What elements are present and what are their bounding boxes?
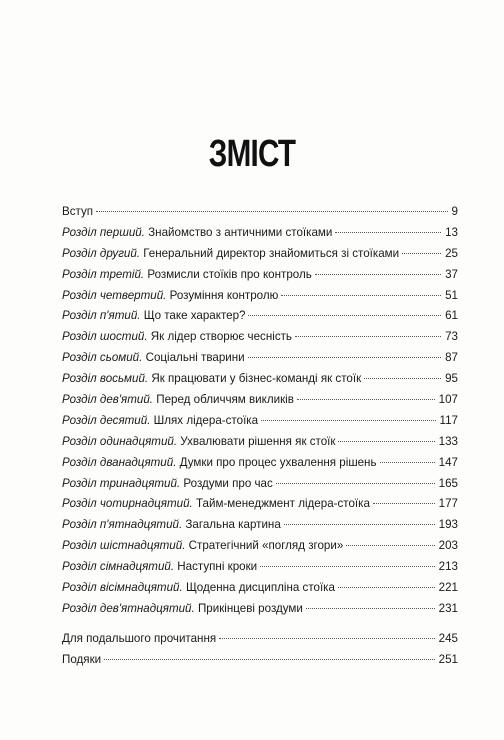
dot-leader — [335, 232, 441, 233]
toc-page-number: 107 — [438, 393, 458, 407]
toc-entry[interactable] — [62, 265, 458, 286]
toc-entry-title — [62, 629, 216, 650]
toc-page-number: 147 — [438, 455, 458, 469]
toc-chapter-number: Розділ десятий. — [62, 413, 151, 427]
toc-page-number: 251 — [438, 652, 458, 666]
toc-chapter-number: Розділ дев'ятнадцятий. — [62, 601, 195, 615]
toc-chapter-number: Розділ дванадцятий. — [62, 455, 177, 469]
toc-entry[interactable] — [62, 474, 458, 495]
toc-entry[interactable] — [62, 432, 458, 453]
dot-leader — [295, 336, 441, 337]
toc-entry-title — [62, 390, 294, 411]
toc-entry[interactable] — [62, 327, 458, 348]
dot-leader — [261, 420, 435, 421]
dot-leader — [338, 441, 434, 442]
toc-entry-title — [62, 432, 335, 453]
toc-chapter-number: Розділ вісімнадцятий. — [62, 581, 183, 595]
toc-entry-title — [62, 578, 335, 599]
toc-page-number: 203 — [438, 539, 458, 553]
toc-entry[interactable] — [62, 599, 458, 620]
toc-entry-title — [62, 286, 278, 307]
toc-chapter-name: Що таке характер? — [140, 309, 246, 323]
dot-leader — [281, 295, 441, 296]
toc-chapter-name: Ухвалювати рішення як стоїк — [177, 434, 336, 448]
page-title: ЗМІСТ — [208, 133, 296, 175]
toc-chapter-name: Для подальшого прочитання — [62, 632, 217, 645]
toc-chapter-number: Розділ одинадцятий. — [62, 434, 178, 448]
dot-leader — [380, 462, 435, 463]
dot-leader — [346, 545, 434, 546]
toc-chapter-number: Розділ шістнадцятий. — [62, 539, 186, 553]
toc-entry[interactable] — [62, 286, 458, 307]
dot-leader — [284, 524, 435, 525]
toc-page-number: 221 — [438, 581, 458, 595]
toc-entry[interactable] — [62, 244, 458, 265]
toc-entry-title — [62, 306, 245, 327]
toc-page-number: 37 — [445, 267, 458, 281]
toc-chapter-number: Розділ чотирнадцятий. — [62, 497, 193, 511]
toc-entry-title — [62, 411, 258, 432]
toc-entry-title — [62, 453, 377, 474]
toc-chapter-name: Шлях лідера-стоїка — [150, 413, 259, 427]
toc-chapter-number: Розділ сімнадцятий. — [62, 560, 175, 574]
toc-chapter-name: Наступні кроки — [174, 560, 258, 574]
toc-page-number: 133 — [438, 434, 458, 448]
toc-chapter-number: Розділ четвертий. — [62, 288, 167, 302]
toc-page-number: 117 — [439, 413, 458, 427]
toc-page-number: 95 — [445, 372, 458, 386]
toc-chapter-name: Прикінцеві роздуми — [194, 601, 303, 615]
toc-chapter-name: Як працювати у бізнес-команді як стоїк — [148, 372, 362, 386]
toc-chapter-number: Розділ шостий. — [62, 330, 148, 344]
toc-entry-title — [62, 599, 303, 620]
toc-chapter-name: Вступ — [62, 205, 94, 218]
toc-chapter-name: Розмисли стоїків про контроль — [144, 267, 312, 281]
toc-entry-title — [62, 223, 332, 244]
toc-entry-title — [62, 369, 361, 390]
toc-chapter-number: Розділ дев'ятий. — [62, 393, 154, 407]
toc-page-number: 231 — [438, 601, 458, 615]
toc-entry[interactable] — [62, 494, 458, 515]
toc-chapter-name: Як лідер створює чесність — [147, 330, 292, 344]
toc-chapter-name: Щоденна дисципліна стоїка — [182, 581, 335, 595]
toc-page-number: 87 — [445, 351, 458, 365]
table-of-contents-back-matter — [62, 629, 458, 671]
toc-entry[interactable] — [62, 390, 458, 411]
toc-chapter-number: Розділ тринадцятий. — [62, 476, 181, 490]
toc-entry[interactable] — [62, 306, 458, 327]
toc-chapter-name: Думки про процес ухвалення рішень — [176, 455, 377, 469]
toc-chapter-number: Розділ третій. — [62, 267, 145, 281]
toc-entry-title — [62, 557, 257, 578]
dot-leader — [248, 315, 441, 316]
toc-chapter-name: Подяки — [62, 652, 102, 666]
toc-entry-title — [62, 536, 343, 557]
table-of-contents — [62, 202, 458, 620]
dot-leader — [248, 357, 441, 358]
dot-leader — [297, 399, 435, 400]
toc-entry[interactable] — [62, 348, 458, 369]
toc-page-number: 51 — [445, 288, 458, 302]
dot-leader — [219, 638, 435, 639]
toc-entry[interactable] — [62, 411, 458, 432]
toc-chapter-name: Роздуми про час — [180, 476, 273, 490]
toc-entry-title — [62, 327, 292, 348]
toc-chapter-number: Розділ сьомий. — [62, 351, 143, 365]
toc-entry[interactable] — [62, 557, 458, 578]
dot-leader — [96, 211, 448, 212]
toc-chapter-name: Тайм-менеджмент лідера-стоїка — [192, 497, 370, 511]
toc-chapter-number: Розділ восьмий. — [62, 372, 149, 386]
toc-chapter-name: Перед обличчям викликів — [153, 393, 294, 407]
toc-entry[interactable] — [62, 453, 458, 474]
dot-leader — [373, 503, 435, 504]
toc-page-number: 213 — [438, 560, 458, 574]
toc-chapter-number: Розділ перший. — [62, 225, 145, 239]
toc-entry-title — [62, 265, 312, 286]
toc-entry[interactable] — [62, 536, 458, 557]
toc-chapter-name: Знайомство з античними стоїками — [144, 225, 333, 239]
toc-chapter-name: Соціальні тварини — [142, 351, 245, 365]
dot-leader — [260, 566, 435, 567]
toc-entry-title — [62, 474, 273, 495]
dot-leader — [315, 274, 441, 275]
toc-entry-title — [62, 515, 281, 536]
toc-entry[interactable] — [62, 629, 458, 650]
toc-entry[interactable] — [62, 202, 458, 223]
toc-entry[interactable] — [62, 578, 458, 599]
toc-chapter-name: Генеральний директор знайомиться зі стоїками — [140, 246, 400, 260]
dot-leader — [338, 587, 435, 588]
toc-chapter-name: Стратегічний «погляд згори» — [185, 539, 344, 553]
toc-entry-title — [62, 348, 245, 369]
toc-chapter-number: Розділ другий. — [62, 246, 141, 260]
toc-entry-title — [62, 494, 370, 515]
toc-entry-title — [62, 650, 101, 671]
toc-entry-title — [62, 244, 399, 265]
toc-entry[interactable] — [62, 369, 458, 390]
dot-leader — [276, 483, 435, 484]
toc-page-number: 177 — [438, 497, 458, 511]
toc-chapter-name: Загальна картина — [182, 518, 281, 532]
toc-page-number: 245 — [438, 632, 458, 645]
toc-page-number: 165 — [438, 476, 458, 490]
dot-leader — [306, 608, 435, 609]
toc-page-number: 61 — [445, 309, 458, 323]
toc-chapter-number: Розділ п'ятнадцятий. — [62, 518, 183, 532]
toc-entry[interactable] — [62, 650, 458, 671]
toc-entry[interactable] — [62, 223, 458, 244]
toc-page-number: 13 — [445, 225, 458, 239]
toc-chapter-name: Розуміння контролю — [166, 288, 279, 302]
toc-page-number: 73 — [445, 330, 458, 344]
dot-leader — [402, 253, 441, 254]
toc-chapter-number: Розділ п'ятий. — [62, 309, 141, 323]
toc-entry[interactable] — [62, 515, 458, 536]
dot-leader — [104, 659, 435, 660]
toc-page-number: 9 — [451, 205, 458, 218]
dot-leader — [364, 378, 441, 379]
toc-page-number: 25 — [445, 246, 458, 260]
toc-page-number: 193 — [438, 518, 458, 532]
toc-entry-title — [62, 202, 93, 223]
